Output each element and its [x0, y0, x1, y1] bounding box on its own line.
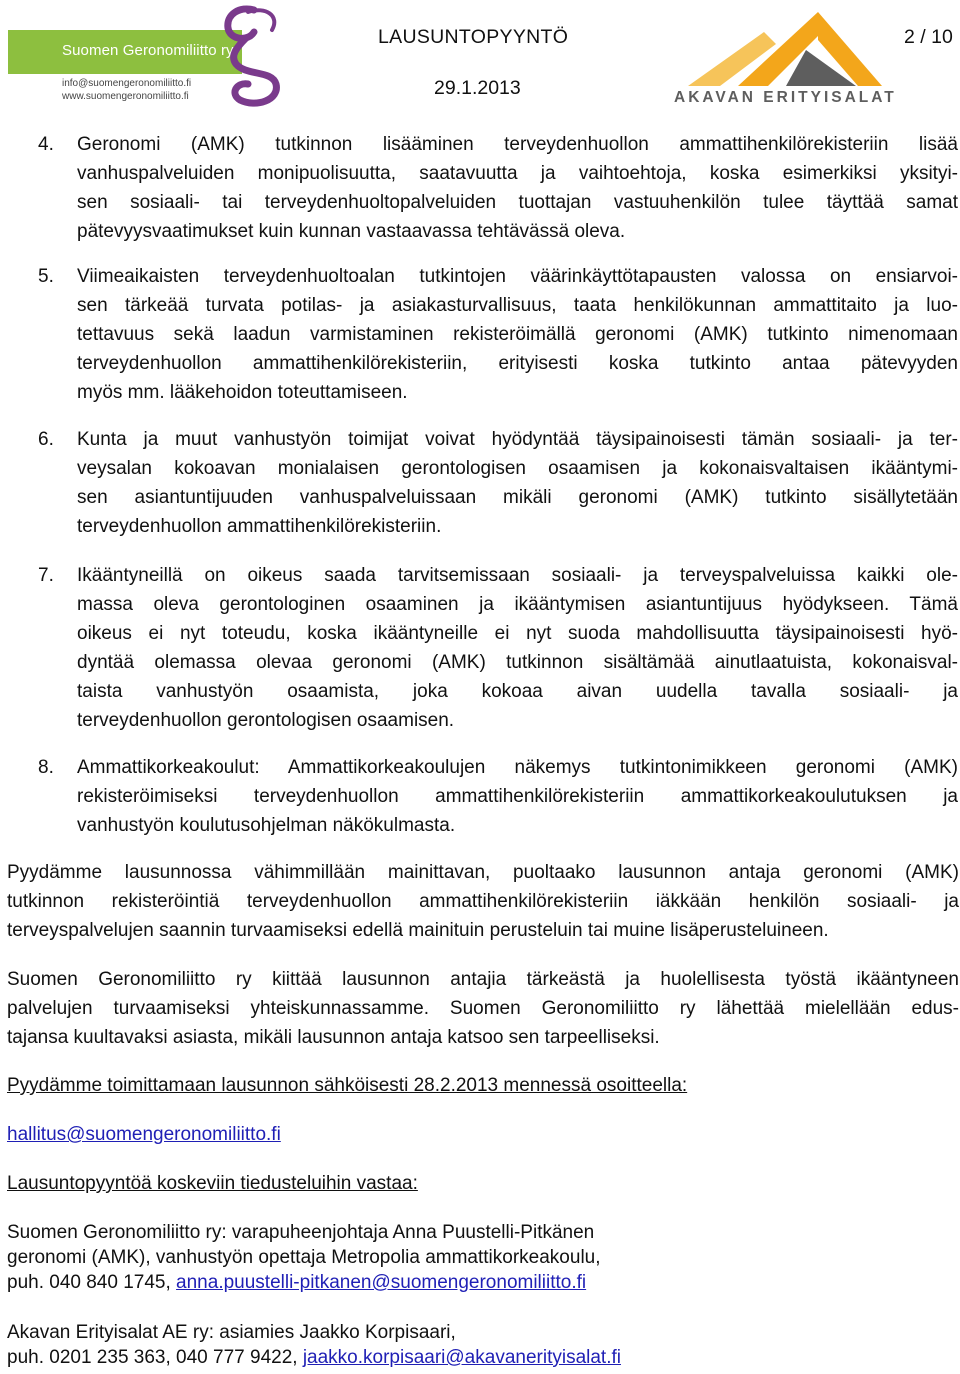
text-line: vanhustyön koulutusohjelman näkökulmasta.: [77, 815, 456, 836]
item-number: 8.: [38, 757, 54, 778]
text-line: Suomen Geronomiliitto ry kiittää lausunnon antajia tärkeästä ja huolellisesta työstä ikääntyneen: [7, 969, 959, 990]
contact-name-line: Suomen Geronomiliitto ry: varapuheenjohtaja Anna Puustelli-Pitkänen: [7, 1222, 595, 1243]
text-line: terveyspalvelujen saannin turvaamiseksi edellä mainituin perusteluin tai muine lisäperusteluineen.: [7, 920, 829, 941]
logo-brand-name: AKAVAN ERITYISALAT: [674, 89, 897, 106]
submission-email-link[interactable]: hallitus@suomengeronomiliitto.fi: [7, 1124, 281, 1145]
contact-email-link[interactable]: anna.puustelli-pitkanen@suomengeronomiliitto.fi: [176, 1272, 587, 1293]
item-text: [77, 130, 958, 246]
contact-email-link[interactable]: jaakko.korpisaari@akavanerityisalat.fi: [302, 1347, 621, 1368]
page-number: 2 / 10: [904, 26, 953, 48]
text-line: terveydenhuollon ammattihenkilörekisteriin.: [77, 516, 442, 537]
contact-name-line: Akavan Erityisalat AE ry: asiamies Jaakko Korpisaari,: [7, 1322, 456, 1343]
text-line: terveydenhuollon ammattihenkilörekisteriin, erityisesti koska tutkinto antaa pätevyyden: [77, 353, 958, 374]
contact-phone-line: [7, 1345, 621, 1370]
logo-email: info@suomengeronomiliitto.fi: [62, 78, 192, 89]
logo-org-name: Suomen Geronomiliitto ry: [62, 42, 234, 59]
document-title: LAUSUNTOPYYNTÖ: [378, 26, 569, 48]
item-number: 4.: [38, 134, 54, 155]
text-line: taista vanhustyön osaamista, joka kokoaa aivan uudella tavalla sosiaali- ja: [77, 681, 958, 702]
text-line: sen asiantuntijuuden vanhuspalveluissaan mikäli geronomi (AMK) tutkinto sisällytetään: [77, 487, 958, 508]
contact-phone: puh. 0201 235 363, 040 777 9422,: [7, 1347, 303, 1368]
text-line: Ikääntyneillä on oikeus saada tarvitsemissaan sosiaali- ja terveyspalveluissa kaikki ole-: [77, 565, 958, 586]
item-text: [77, 753, 958, 840]
text-line: Kunta ja muut vanhustyön toimijat voivat hyödyntää täysipainoisesti tämän sosiaali- ja ter-: [77, 429, 958, 450]
text-line: palvelujen turvaamiseksi yhteiskunnassamme. Suomen Geronomiliitto ry lähettää mielellään edus-: [7, 998, 959, 1019]
text-line: Geronomi (AMK) tutkinnon lisääminen terveydenhuollon ammattihenkilörekisteriin lisää: [77, 134, 958, 155]
akavan-erityisalat-logo: [668, 6, 908, 108]
contact-phone-line: [7, 1270, 601, 1295]
g-letter-logo-icon: [196, 4, 292, 108]
inquiries-heading: Lausuntopyyntöä koskeviin tiedusteluihin vastaa:: [7, 1173, 418, 1194]
contact-akavan: [7, 1320, 621, 1370]
item-number: 6.: [38, 429, 54, 450]
contact-geronomiliitto: [7, 1220, 601, 1295]
text-line: Pyydämme lausunnossa vähimmillään mainittavan, puoltaako lausunnon antaja geronomi (AMK): [7, 862, 959, 883]
text-line: myös mm. lääkehoidon toteuttamiseen.: [77, 382, 408, 403]
text-line: rekisteröimiseksi terveydenhuollon ammattihenkilörekisteriin ammattikorkeakoulutuksen ja: [77, 786, 958, 807]
akavan-triangle-logo-icon: [668, 6, 908, 90]
logo-website: www.suomengeronomiliitto.fi: [62, 91, 189, 102]
contact-phone: puh. 040 840 1745,: [7, 1272, 177, 1293]
item-number: 7.: [38, 565, 54, 586]
text-line: pätevyysvaatimukset kuin kunnan vastaavassa tehtävässä oleva.: [77, 221, 626, 242]
text-line: terveydenhuollon gerontologisen osaamisen.: [77, 710, 455, 731]
text-line: veysalan kokoavan monialaisen gerontologisen osaamisen ja kokonaisvaltaisen ikääntymi-: [77, 458, 958, 479]
text-line: massa oleva gerontologinen osaaminen ja ikääntymisen asiantuntijuus hyödykseen. Tämä: [77, 594, 958, 615]
item-text: [77, 425, 958, 541]
document-date: 29.1.2013: [434, 77, 521, 99]
item-text: [77, 262, 958, 407]
contact-title-line: geronomi (AMK), vanhustyön opettaja Metropolia ammattikorkeakoulu,: [7, 1247, 601, 1268]
text-line: sen sosiaali- tai terveydenhuoltopalveluiden tuottajan vastuuhenkilön tulee täyttää samat: [77, 192, 958, 213]
text-line: tutkinnon rekisteröintiä terveydenhuollon ammattihenkilörekisteriin iäkkään henkilön sosiaali- ja: [7, 891, 959, 912]
item-number: 5.: [38, 266, 54, 287]
text-line: tettavuus sekä laadun varmistaminen rekisteröimällä geronomi (AMK) tutkinto nimenomaan: [77, 324, 958, 345]
text-line: tajansa kuultavaksi asiasta, mikäli lausunnon antaja katsoo sen tarpeelliseksi.: [7, 1027, 660, 1048]
text-line: sen tärkeää turvata potilas- ja asiakasturvallisuus, taata henkilökunnan ammattitaito ja luo-: [77, 295, 958, 316]
text-line: dyntää olemassa olevaa geronomi (AMK) tutkinnon sisältämää ainutlaatuista, kokonaisval-: [77, 652, 958, 673]
paragraph-thanks: [7, 965, 959, 1052]
text-line: oikeus ei nyt toteudu, koska ikääntyneille ei nyt suoda mahdollisuutta täysipainoisesti hyö-: [77, 623, 958, 644]
item-text: [77, 561, 958, 735]
text-line: vanhuspalveluiden monipuolisuutta, saatavuutta ja vaihtoehtoja, koska esimerkiksi yksityi-: [77, 163, 958, 184]
text-line: Ammattikorkeakoulut: Ammattikorkeakoulujen näkemys tutkintonimikkeen geronomi (AMK): [77, 757, 958, 778]
geronomiliitto-logo: [8, 6, 293, 104]
text-line: Viimeaikaisten terveydenhuoltoalan tutkintojen väärinkäyttötapausten valossa on ensiarvoi-: [77, 266, 958, 287]
submission-request: Pyydämme toimittamaan lausunnon sähköisesti 28.2.2013 mennessä osoitteella:: [7, 1075, 688, 1096]
paragraph-request: [7, 858, 959, 945]
